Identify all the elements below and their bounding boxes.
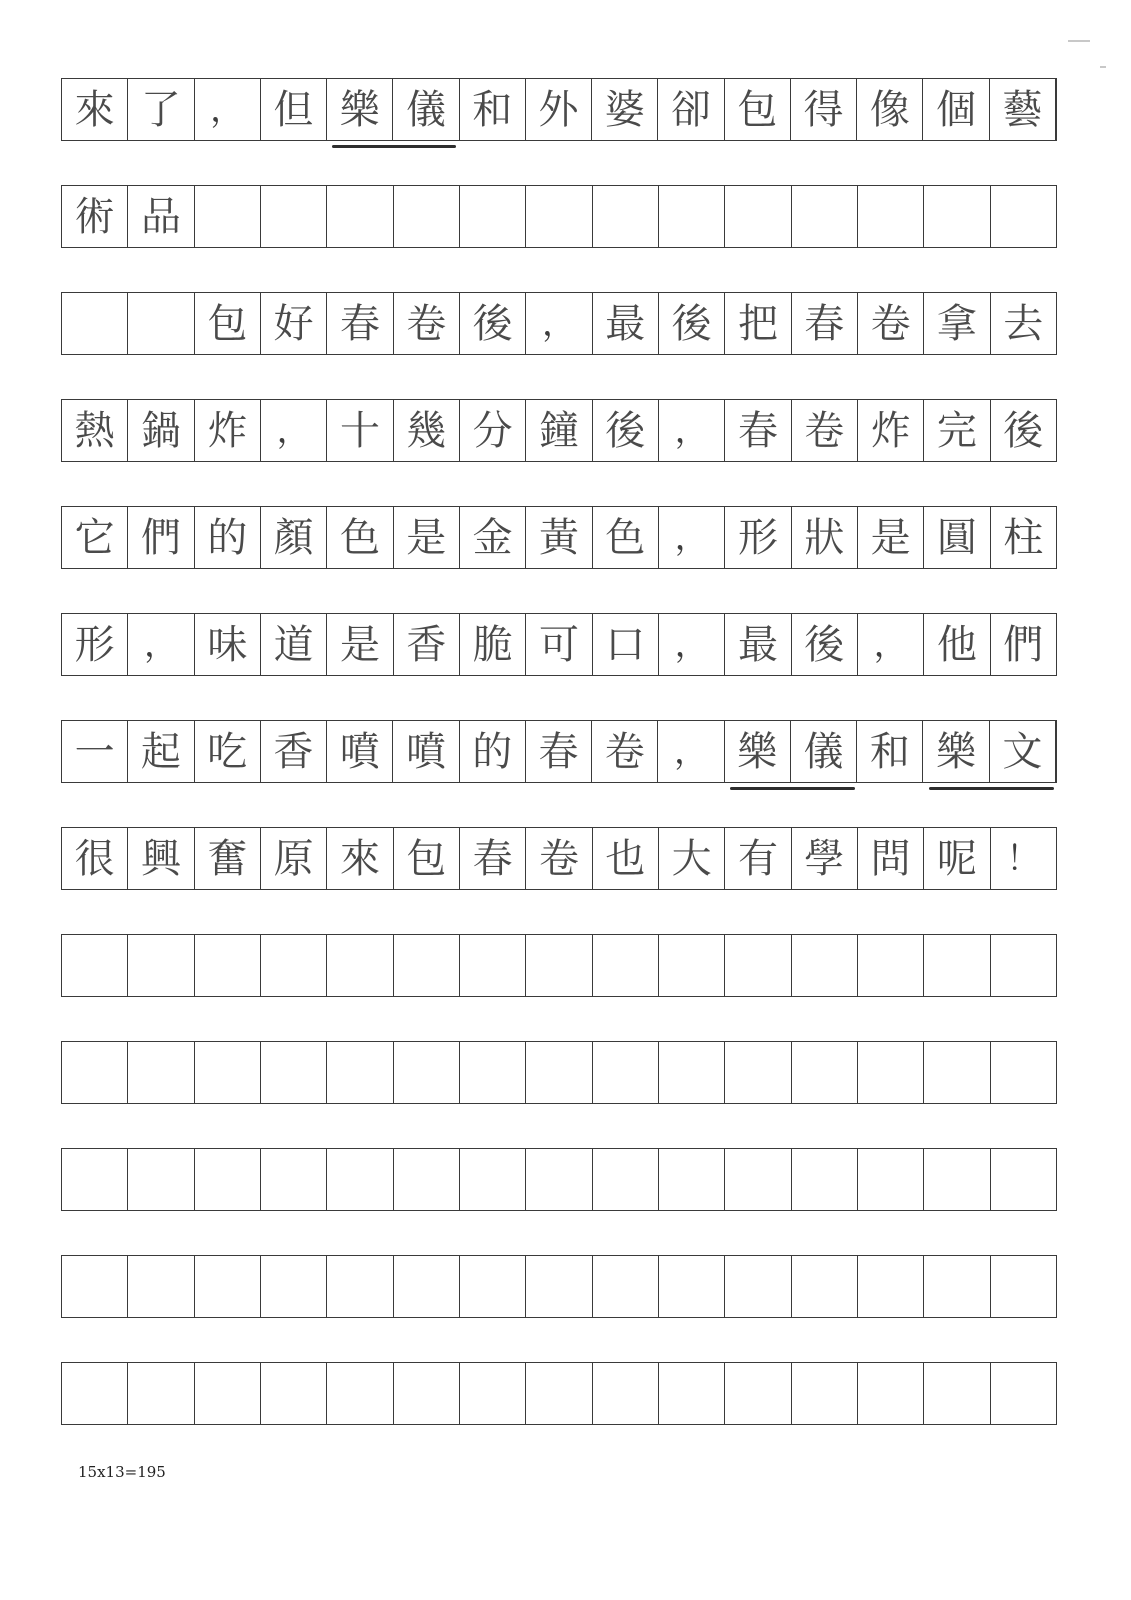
empty-grid-cell bbox=[394, 1363, 460, 1424]
empty-grid-cell bbox=[526, 1363, 592, 1424]
empty-grid-cell bbox=[128, 935, 194, 996]
grid-cell: ， bbox=[659, 400, 725, 461]
grid-row bbox=[61, 185, 1057, 248]
grid-cell: 道 bbox=[261, 614, 327, 675]
grid-cell: 學 bbox=[792, 828, 858, 889]
grid-cell: 後 bbox=[1003, 407, 1044, 454]
grid-cell: 術 bbox=[62, 186, 128, 247]
empty-grid-cell bbox=[593, 1256, 659, 1317]
empty-grid-cell bbox=[924, 186, 990, 247]
empty-grid-cell bbox=[858, 935, 924, 996]
empty-grid-cell bbox=[261, 935, 327, 996]
grid-cell: 炸 bbox=[195, 400, 261, 461]
empty-grid-cell bbox=[327, 1363, 393, 1424]
grid-cell: 金 bbox=[460, 507, 526, 568]
grid-cell: 他 bbox=[924, 614, 990, 675]
empty-grid-cell bbox=[725, 935, 791, 996]
empty-grid-cell bbox=[924, 1256, 990, 1317]
grid-cell: 顏 bbox=[261, 507, 327, 568]
empty-grid-cell bbox=[924, 1149, 990, 1210]
grid-cell: 吃 bbox=[195, 721, 261, 782]
grid-cell: 樂 bbox=[923, 721, 989, 782]
grid-cell: 脆 bbox=[460, 614, 526, 675]
empty-grid-cell bbox=[195, 1149, 261, 1210]
grid-cell: 起 bbox=[128, 721, 194, 782]
grid-cell: 大 bbox=[659, 828, 725, 889]
empty-grid-cell bbox=[792, 1363, 858, 1424]
grid-cell: 春 bbox=[725, 400, 791, 461]
grid-cell: 後 bbox=[659, 293, 725, 354]
grid-cell: 狀 bbox=[792, 507, 858, 568]
empty-grid-cell bbox=[394, 1149, 460, 1210]
empty-grid-cell bbox=[128, 1149, 194, 1210]
empty-grid-cell bbox=[858, 1042, 924, 1103]
empty-grid-cell bbox=[593, 1363, 659, 1424]
grid-cell: 包 bbox=[394, 828, 460, 889]
empty-grid-cell bbox=[62, 1363, 128, 1424]
writing-grid bbox=[61, 78, 1057, 1469]
grid-row bbox=[61, 827, 1057, 890]
grid-cell: 卷 bbox=[394, 293, 460, 354]
empty-grid-cell bbox=[991, 1149, 1056, 1210]
empty-grid-cell bbox=[195, 1256, 261, 1317]
grid-row bbox=[61, 934, 1057, 997]
empty-grid-cell bbox=[62, 1256, 128, 1317]
grid-cell: 卷 bbox=[792, 400, 858, 461]
grid-cell: 有 bbox=[725, 828, 791, 889]
empty-grid-cell bbox=[593, 186, 659, 247]
empty-grid-cell bbox=[991, 935, 1056, 996]
grid-cell: 儀 bbox=[393, 79, 459, 140]
empty-grid-cell bbox=[991, 1363, 1056, 1424]
grid-cell: 後 bbox=[460, 293, 526, 354]
empty-grid-cell bbox=[195, 186, 261, 247]
grid-cell: 外 bbox=[526, 79, 592, 140]
grid-cell: 是 bbox=[858, 507, 924, 568]
empty-grid-cell bbox=[725, 1149, 791, 1210]
empty-grid-cell bbox=[261, 1256, 327, 1317]
grid-cell: 分 bbox=[460, 400, 526, 461]
grid-row bbox=[61, 399, 1057, 462]
grid-cell: 拿 bbox=[924, 293, 990, 354]
empty-grid-cell bbox=[128, 1256, 194, 1317]
empty-grid-cell bbox=[327, 186, 393, 247]
grid-cell: 春 bbox=[792, 293, 858, 354]
grid-cell: 炸 bbox=[858, 400, 924, 461]
empty-grid-cell bbox=[195, 1363, 261, 1424]
empty-grid-cell bbox=[62, 1149, 128, 1210]
empty-grid-cell bbox=[62, 935, 128, 996]
empty-grid-cell bbox=[924, 935, 990, 996]
grid-cell: 問 bbox=[858, 828, 924, 889]
grid-cell: 最 bbox=[725, 614, 791, 675]
grid-cell: 好 bbox=[261, 293, 327, 354]
empty-grid-cell bbox=[792, 935, 858, 996]
empty-grid-cell bbox=[725, 1363, 791, 1424]
empty-grid-cell bbox=[659, 935, 725, 996]
grid-cell: 卷 bbox=[858, 293, 924, 354]
grid-cell: 鐘 bbox=[526, 400, 592, 461]
empty-grid-cell bbox=[394, 1042, 460, 1103]
empty-grid-cell bbox=[394, 186, 460, 247]
grid-cell: ， bbox=[128, 614, 194, 675]
grid-cell: 來 bbox=[62, 79, 128, 140]
grid-cell: 後 bbox=[593, 400, 659, 461]
empty-grid-cell bbox=[792, 1256, 858, 1317]
grid-cell: 婆 bbox=[592, 79, 658, 140]
grid-cell: 樂 bbox=[327, 79, 393, 140]
grid-count-note: 15x13=195 bbox=[78, 1463, 166, 1481]
grid-cell: ， bbox=[659, 507, 725, 568]
empty-grid-cell bbox=[460, 186, 526, 247]
grid-cell: 是 bbox=[394, 507, 460, 568]
grid-cell: 黃 bbox=[526, 507, 592, 568]
grid-cell: 它 bbox=[62, 507, 128, 568]
empty-grid-cell bbox=[593, 1042, 659, 1103]
grid-cell: 和 bbox=[460, 79, 526, 140]
grid-cell: 香 bbox=[394, 614, 460, 675]
proper-noun-underline bbox=[332, 145, 457, 148]
grid-row bbox=[61, 292, 1057, 355]
empty-grid-cell bbox=[195, 935, 261, 996]
empty-grid-cell bbox=[460, 935, 526, 996]
empty-grid-cell bbox=[792, 1149, 858, 1210]
empty-grid-cell bbox=[327, 1256, 393, 1317]
empty-grid-cell bbox=[725, 186, 791, 247]
empty-grid-cell bbox=[924, 1042, 990, 1103]
grid-cell: 文 bbox=[990, 721, 1056, 782]
empty-grid-cell bbox=[394, 1256, 460, 1317]
empty-grid-cell bbox=[526, 1256, 592, 1317]
grid-cell: 奮 bbox=[195, 828, 261, 889]
grid-cell: 色 bbox=[327, 507, 393, 568]
empty-grid-cell bbox=[725, 1042, 791, 1103]
empty-grid-cell bbox=[659, 1042, 725, 1103]
empty-grid-cell bbox=[128, 1042, 194, 1103]
empty-grid-cell bbox=[991, 1256, 1056, 1317]
grid-cell: 最 bbox=[593, 293, 659, 354]
empty-grid-cell bbox=[128, 1363, 194, 1424]
empty-grid-cell bbox=[261, 1042, 327, 1103]
empty-grid-cell bbox=[526, 186, 592, 247]
grid-cell: 春 bbox=[526, 721, 592, 782]
empty-grid-cell bbox=[62, 293, 128, 354]
grid-cell: 一 bbox=[62, 721, 128, 782]
grid-cell: 呢 bbox=[924, 828, 990, 889]
empty-grid-cell bbox=[991, 1042, 1056, 1103]
grid-cell: 色 bbox=[593, 507, 659, 568]
empty-grid-cell bbox=[327, 1149, 393, 1210]
grid-cell: 像 bbox=[857, 79, 923, 140]
grid-cell: ！ bbox=[1006, 838, 1041, 879]
grid-cell: 完 bbox=[924, 400, 990, 461]
grid-cell: ， bbox=[858, 614, 924, 675]
grid-cell: 把 bbox=[725, 293, 791, 354]
empty-grid-cell bbox=[858, 186, 924, 247]
grid-cell: ， bbox=[658, 721, 724, 782]
grid-cell: 的 bbox=[460, 721, 526, 782]
grid-cell: 鍋 bbox=[128, 400, 194, 461]
grid-row bbox=[61, 1041, 1057, 1104]
scan-mark bbox=[1100, 66, 1106, 68]
scan-mark bbox=[1068, 40, 1090, 42]
grid-cell: 儀 bbox=[791, 721, 857, 782]
empty-grid-cell bbox=[460, 1256, 526, 1317]
empty-grid-cell bbox=[460, 1149, 526, 1210]
grid-cell: 卷 bbox=[592, 721, 658, 782]
empty-grid-cell bbox=[792, 1042, 858, 1103]
empty-grid-cell bbox=[593, 935, 659, 996]
grid-cell: 噴 bbox=[393, 721, 459, 782]
grid-cell: 很 bbox=[62, 828, 128, 889]
grid-row bbox=[61, 506, 1057, 569]
grid-cell: 們 bbox=[128, 507, 194, 568]
grid-cell: 十 bbox=[327, 400, 393, 461]
grid-cell: 了 bbox=[128, 79, 194, 140]
empty-grid-cell bbox=[725, 1256, 791, 1317]
empty-grid-cell bbox=[195, 1042, 261, 1103]
grid-cell: 包 bbox=[725, 79, 791, 140]
grid-cell: 是 bbox=[327, 614, 393, 675]
empty-grid-cell bbox=[858, 1149, 924, 1210]
empty-grid-cell bbox=[526, 1042, 592, 1103]
grid-cell: 後 bbox=[792, 614, 858, 675]
grid-cell: 卻 bbox=[658, 79, 724, 140]
grid-cell: 和 bbox=[857, 721, 923, 782]
grid-cell: 可 bbox=[526, 614, 592, 675]
empty-grid-cell bbox=[659, 1363, 725, 1424]
grid-cell: 形 bbox=[62, 614, 128, 675]
proper-noun-underline bbox=[929, 787, 1054, 790]
empty-grid-cell bbox=[659, 1256, 725, 1317]
empty-grid-cell bbox=[261, 186, 327, 247]
grid-cell: 樂 bbox=[725, 721, 791, 782]
empty-grid-cell bbox=[792, 186, 858, 247]
grid-cell: 來 bbox=[327, 828, 393, 889]
grid-row bbox=[61, 78, 1057, 141]
grid-cell: 口 bbox=[593, 614, 659, 675]
grid-cell: 形 bbox=[725, 507, 791, 568]
grid-cell: 原 bbox=[261, 828, 327, 889]
empty-grid-cell bbox=[261, 1363, 327, 1424]
grid-cell: 也 bbox=[593, 828, 659, 889]
grid-cell: 香 bbox=[261, 721, 327, 782]
grid-row bbox=[61, 1148, 1057, 1211]
grid-cell: 得 bbox=[791, 79, 857, 140]
empty-grid-cell bbox=[261, 1149, 327, 1210]
empty-grid-cell bbox=[460, 1363, 526, 1424]
grid-cell: 春 bbox=[327, 293, 393, 354]
grid-row bbox=[61, 1362, 1057, 1425]
grid-cell: 幾 bbox=[394, 400, 460, 461]
grid-cell: 味 bbox=[195, 614, 261, 675]
grid-cell: 春 bbox=[460, 828, 526, 889]
empty-grid-cell bbox=[924, 1363, 990, 1424]
proper-noun-underline bbox=[730, 787, 855, 790]
empty-grid-cell bbox=[659, 1149, 725, 1210]
empty-grid-cell bbox=[394, 935, 460, 996]
grid-cell: 卷 bbox=[526, 828, 592, 889]
grid-cell: 藝 bbox=[990, 79, 1056, 140]
empty-grid-cell bbox=[593, 1149, 659, 1210]
grid-cell: 圓 bbox=[924, 507, 990, 568]
grid-cell: ， bbox=[261, 400, 327, 461]
grid-cell: 包 bbox=[195, 293, 261, 354]
grid-cell: ， bbox=[659, 614, 725, 675]
grid-cell: 柱 bbox=[1003, 514, 1044, 561]
empty-grid-cell bbox=[991, 186, 1056, 247]
grid-cell: 熱 bbox=[62, 400, 128, 461]
empty-grid-cell bbox=[858, 1363, 924, 1424]
empty-grid-cell bbox=[659, 186, 725, 247]
empty-grid-cell bbox=[327, 935, 393, 996]
grid-cell: 但 bbox=[261, 79, 327, 140]
grid-row bbox=[61, 1255, 1057, 1318]
empty-grid-cell bbox=[62, 1042, 128, 1103]
grid-cell: ， bbox=[526, 293, 592, 354]
empty-grid-cell bbox=[460, 1042, 526, 1103]
empty-grid-cell bbox=[526, 935, 592, 996]
grid-cell: 品 bbox=[128, 186, 194, 247]
empty-grid-cell bbox=[327, 1042, 393, 1103]
empty-grid-cell bbox=[858, 1256, 924, 1317]
empty-grid-cell bbox=[128, 293, 194, 354]
empty-grid-cell bbox=[526, 1149, 592, 1210]
grid-cell: 興 bbox=[128, 828, 194, 889]
grid-cell: 們 bbox=[1003, 621, 1044, 668]
grid-cell: ， bbox=[195, 79, 261, 140]
grid-row bbox=[61, 613, 1057, 676]
grid-cell: 去 bbox=[1003, 300, 1044, 347]
grid-cell: 個 bbox=[923, 79, 989, 140]
grid-cell: 的 bbox=[195, 507, 261, 568]
grid-row bbox=[61, 720, 1057, 783]
grid-cell: 噴 bbox=[327, 721, 393, 782]
